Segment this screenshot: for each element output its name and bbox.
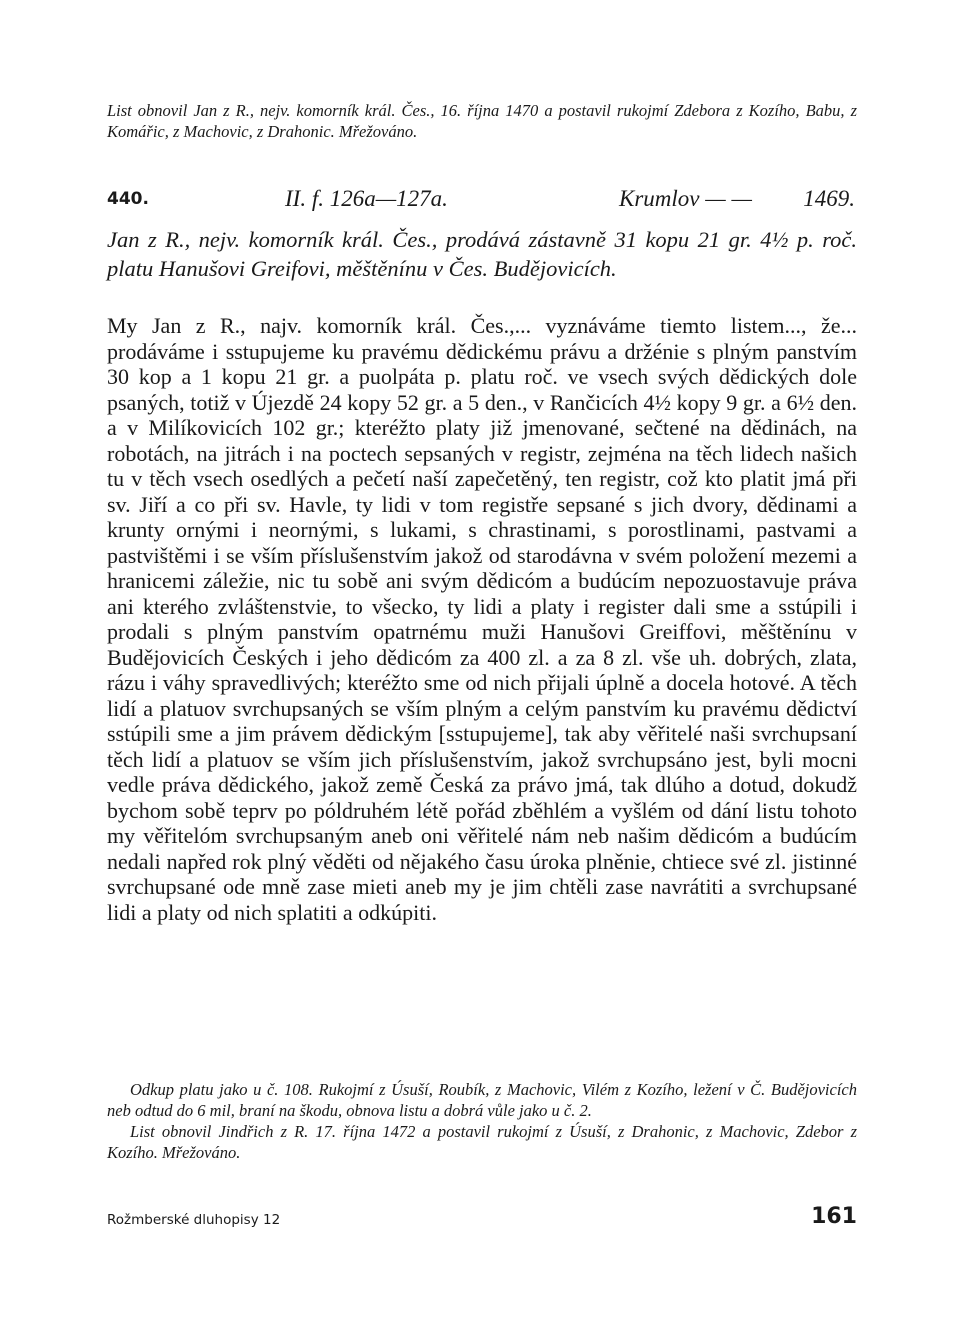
place-name: Krumlov — — [619, 186, 752, 211]
trailing-notes [107, 1079, 857, 1163]
document-body: My Jan z R., najv. komorník král. Čes.,... vyznáváme tiemto listem..., že... prodáváme i sstupujeme ku pravému dědickému právu a držénie s plným panstvím 30 kop a 1 kopu 21 gr. a puolpáta p. platu roč. ve vsech svých dědických dole psaných, totiž v Újezdě 24 kopy 52 gr. a 5 den., v Rančicích 4½ kopy 9 gr. a 6½ den. a v Milíkovicích 102 gr.; kteréžto platy již jmenované, sečtené na dědinách, na robotách, na jitrách i na poctech sepsaných v registr, zejména na těch lidech našich tu v těch vsech osedlých a pečetí naší zapečetěný, ten registr, což kto platit jmá při sv. Jiří a co při sv. Havle, ty lidi v tom registře sepsané s jich dvory, dědinami a krunty ornými i neornými, s lukami, s chrastinami, s porostlinami, pastvami a pastvištěmi i se vším příslušenstvím jakož od starodávna v svém položení mezemi a hranicemi záležie, nic tu sobě ani svým dědicóm a budúcím nepozuostavuje práva ani kterého zvláštenstvie, to všecko, ty lidi a platy i register dali sme a sstúpili i prodali s plným panstvím opatrnému muži Hanušovi Greiffovi, měštěnínu v Budějovicích Českých i jeho dědicóm za 400 zl. a za 8 zl. vše uh. dobrých, zlata, rázu i váhy spravedlivých; kteréžto sme od nich přijali úplně a docela hotové. A těch lidí a platuov svrchupsaných se vším plným a celým panstvím ku pravému dědictví sstúpili sme a jim právem dědickým [sstupujeme], tak aby věřitelé naši svrchupsaní těch lidí a platuov se vším jich příslušenstvím, jakož svrchupsáno jest, byli mocni vedle práva dědického, jakož země Česká za právo jmá, tak dlúho a dotud, dokudž bychom sobě teprv po póldruhém létě pořád zběhlém a vyšlém od dání listu tohoto my věřitelóm svrchupsaným aneb oni věřitelé nám neb našim dědicóm a budúcím nedali napřed rok plný věděti od nějakého času úroka plněnie, chtiece své zl. jistinné svrchupsané ode mně zase mieti aneb my je jim chtěli zase navrátiti a svrchupsané lidi a platy od nich splatiti a odkúpiti. [107, 313, 857, 925]
intro-note: List obnovil Jan z R., nejv. komorník král. Čes., 16. října 1470 a postavil rukojmí Zdebora z Kozího, Babu, z Komářic, z Machovic, z Drahonic. Mřežováno. [107, 101, 857, 141]
regest-summary: Jan z R., nejv. komorník král. Čes., prodává zástavně 31 kopu 21 gr. 4½ p. roč. platu Hanušovi Greifovi, měštěnínu v Čes. Budějovicích. [107, 227, 857, 281]
note-paragraph: List obnovil Jindřich z R. 17. října 1472 a postavil rukojmí z Úsuší, z Drahonic, z Machovic, Zdebor z Kozího. Mřežováno. [107, 1122, 857, 1162]
page-number: 161 [811, 1204, 857, 1229]
document-year: 1469. [803, 186, 855, 211]
folio-reference: II. f. 126a—127a. [285, 186, 448, 211]
document-header [107, 186, 857, 216]
note-paragraph: Odkup platu jako u č. 108. Rukojmí z Úsuší, Roubík, z Machovic, Vilém z Kozího, ležení v Č. Budějovicích neb odtud do 6 mil, braní na škodu, obnova listu a dobrá vůle jako u č. 2. [107, 1080, 857, 1120]
document-number: 440. [107, 189, 149, 209]
footer-signature: Rožmberské dluhopisy 12 [107, 1212, 281, 1228]
